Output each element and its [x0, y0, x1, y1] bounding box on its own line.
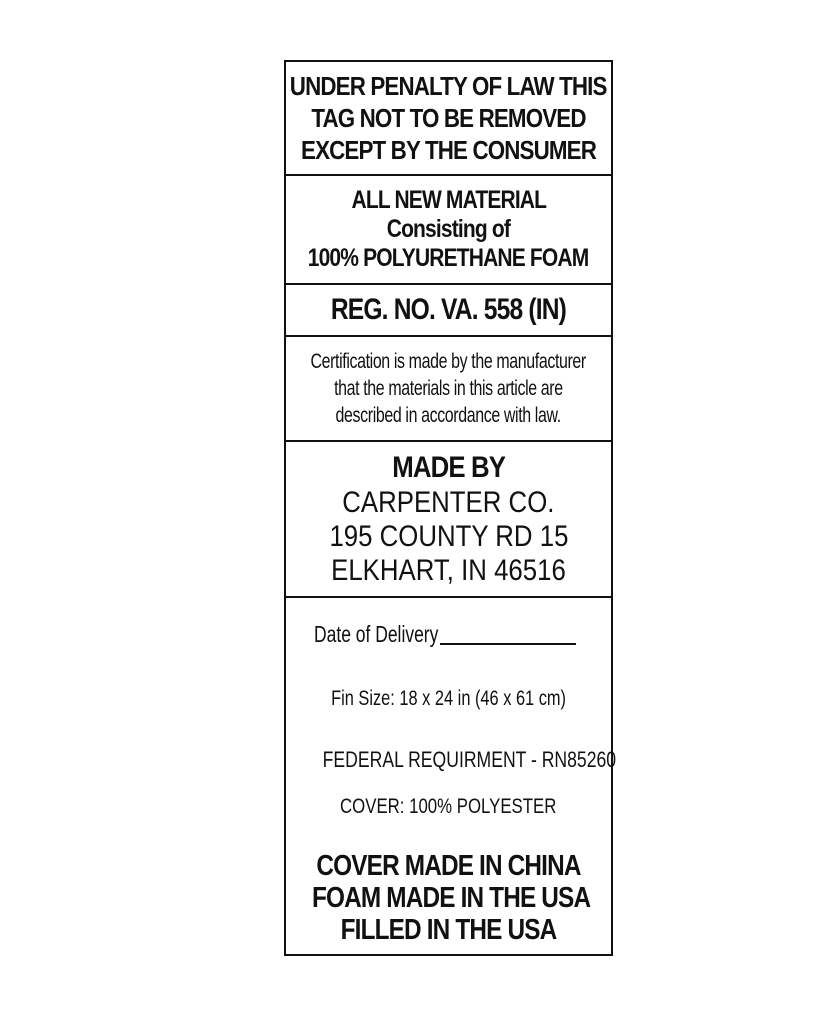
cover-material-text: COVER: 100% POLYESTER [340, 795, 557, 818]
registration-section [286, 285, 611, 337]
material-line-1: ALL NEW MATERIAL [351, 186, 546, 214]
warning-line-2: TAG NOT TO BE REMOVED [311, 103, 586, 133]
certification-line-3: described in accordance with law. [335, 404, 562, 427]
law-tag [284, 60, 617, 956]
delivery-date-row [314, 620, 576, 648]
details-section [286, 598, 617, 954]
material-section [286, 176, 611, 285]
origin-line-3: FILLED IN THE USA [340, 914, 557, 946]
certification-line-2: that the materials in this article are [334, 377, 563, 400]
federal-row [286, 746, 617, 774]
maker-street: 195 COUNTY RD 15 [328, 519, 568, 553]
fin-size-text: Fin Size: 18 x 24 in (46 x 61 cm) [331, 687, 566, 710]
certification-line-1: Certification is made by the manufacturer [310, 350, 587, 373]
warning-line-3: EXCEPT BY THE CONSUMER [301, 135, 597, 165]
origin-line-1: COVER MADE IN CHINA [316, 850, 581, 882]
material-line-2: Consisting of [386, 215, 511, 243]
maker-heading: MADE BY [392, 450, 505, 484]
certification-section [286, 337, 611, 442]
warning-line-1: UNDER PENALTY OF LAW THIS [290, 71, 607, 101]
fin-size-row [286, 686, 611, 712]
federal-requirement-text: FEDERAL REQUIRMENT - RN85260 [322, 747, 617, 772]
maker-section [286, 442, 611, 598]
registration-number: REG. NO. VA. 558 (IN) [330, 293, 567, 326]
origin-line-2: FOAM MADE IN THE USA [312, 882, 591, 914]
cover-row [286, 794, 611, 820]
origin-block [286, 850, 611, 946]
maker-company: CARPENTER CO. [342, 485, 555, 519]
material-line-3: 100% POLYURETHANE FOAM [308, 244, 589, 272]
delivery-date-blank [440, 643, 576, 645]
warning-section [286, 62, 611, 176]
delivery-date-label: Date of Delivery [314, 621, 439, 647]
maker-city: ELKHART, IN 46516 [331, 553, 566, 587]
